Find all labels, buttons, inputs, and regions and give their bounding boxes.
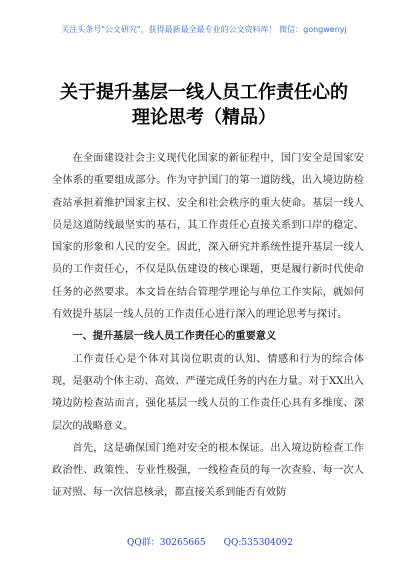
paragraph-significance: 工作责任心是个体对其岗位职责的认知、情感和行为的综合体现，是驱动个体主动、高效、严谨完成任务的内在力量。对于XX出入境边防检查站而言，强化基层一线人员的工作责任心具有多维度、深层次的战略意义。 <box>52 353 364 432</box>
header-banner <box>0 0 408 70</box>
title-line-1: 关于提升基层一线人员工作责任心的 <box>60 82 348 103</box>
document-title <box>30 80 378 130</box>
paragraph-intro: 在全面建设社会主义现代化国家的新征程中，国门安全是国家安全体系的重要组成部分。作为守护国门的第一道防线，出入境边防检查站承担着维护国家主权、安全和社会秩序的重大使命。基层一线人员是这道防线最坚实的基石，其工作责任心直接关系到口岸的稳定、国家的形象和人民的安全。因此，深入研究并系统性提升基层一线人员的工作责任心，不仅是队伍建设的核心课题，更是履行新时代使命任务的必然要求。本文旨在结合管理学理论与单位工作实际，就如何有效提升基层一线人员的工作责任心进行深入的理论思考与探讨。 <box>52 153 364 321</box>
header-banner-text: 关注头条号"公文研究"，获得最新最全最专业的公文资料库！ 微信：gongwenyj <box>61 25 347 34</box>
document-body <box>52 148 364 505</box>
footer-contact: QQ群：30265665 QQ:535304092 <box>127 538 293 548</box>
title-line-2: 理论思考（精品） <box>132 107 276 128</box>
footer <box>0 533 408 553</box>
section-heading-1: 一、提升基层一线人员工作责任心的重要意义 <box>72 331 277 343</box>
paragraph-first-point: 首先，这是确保国门绝对安全的根本保证。出入境边防检查工作政治性、政策性、专业性极强，一线检查员的每一次查验、每一次人证对照、每一次信息核录，都直接关系到能否有效防 <box>52 442 364 499</box>
